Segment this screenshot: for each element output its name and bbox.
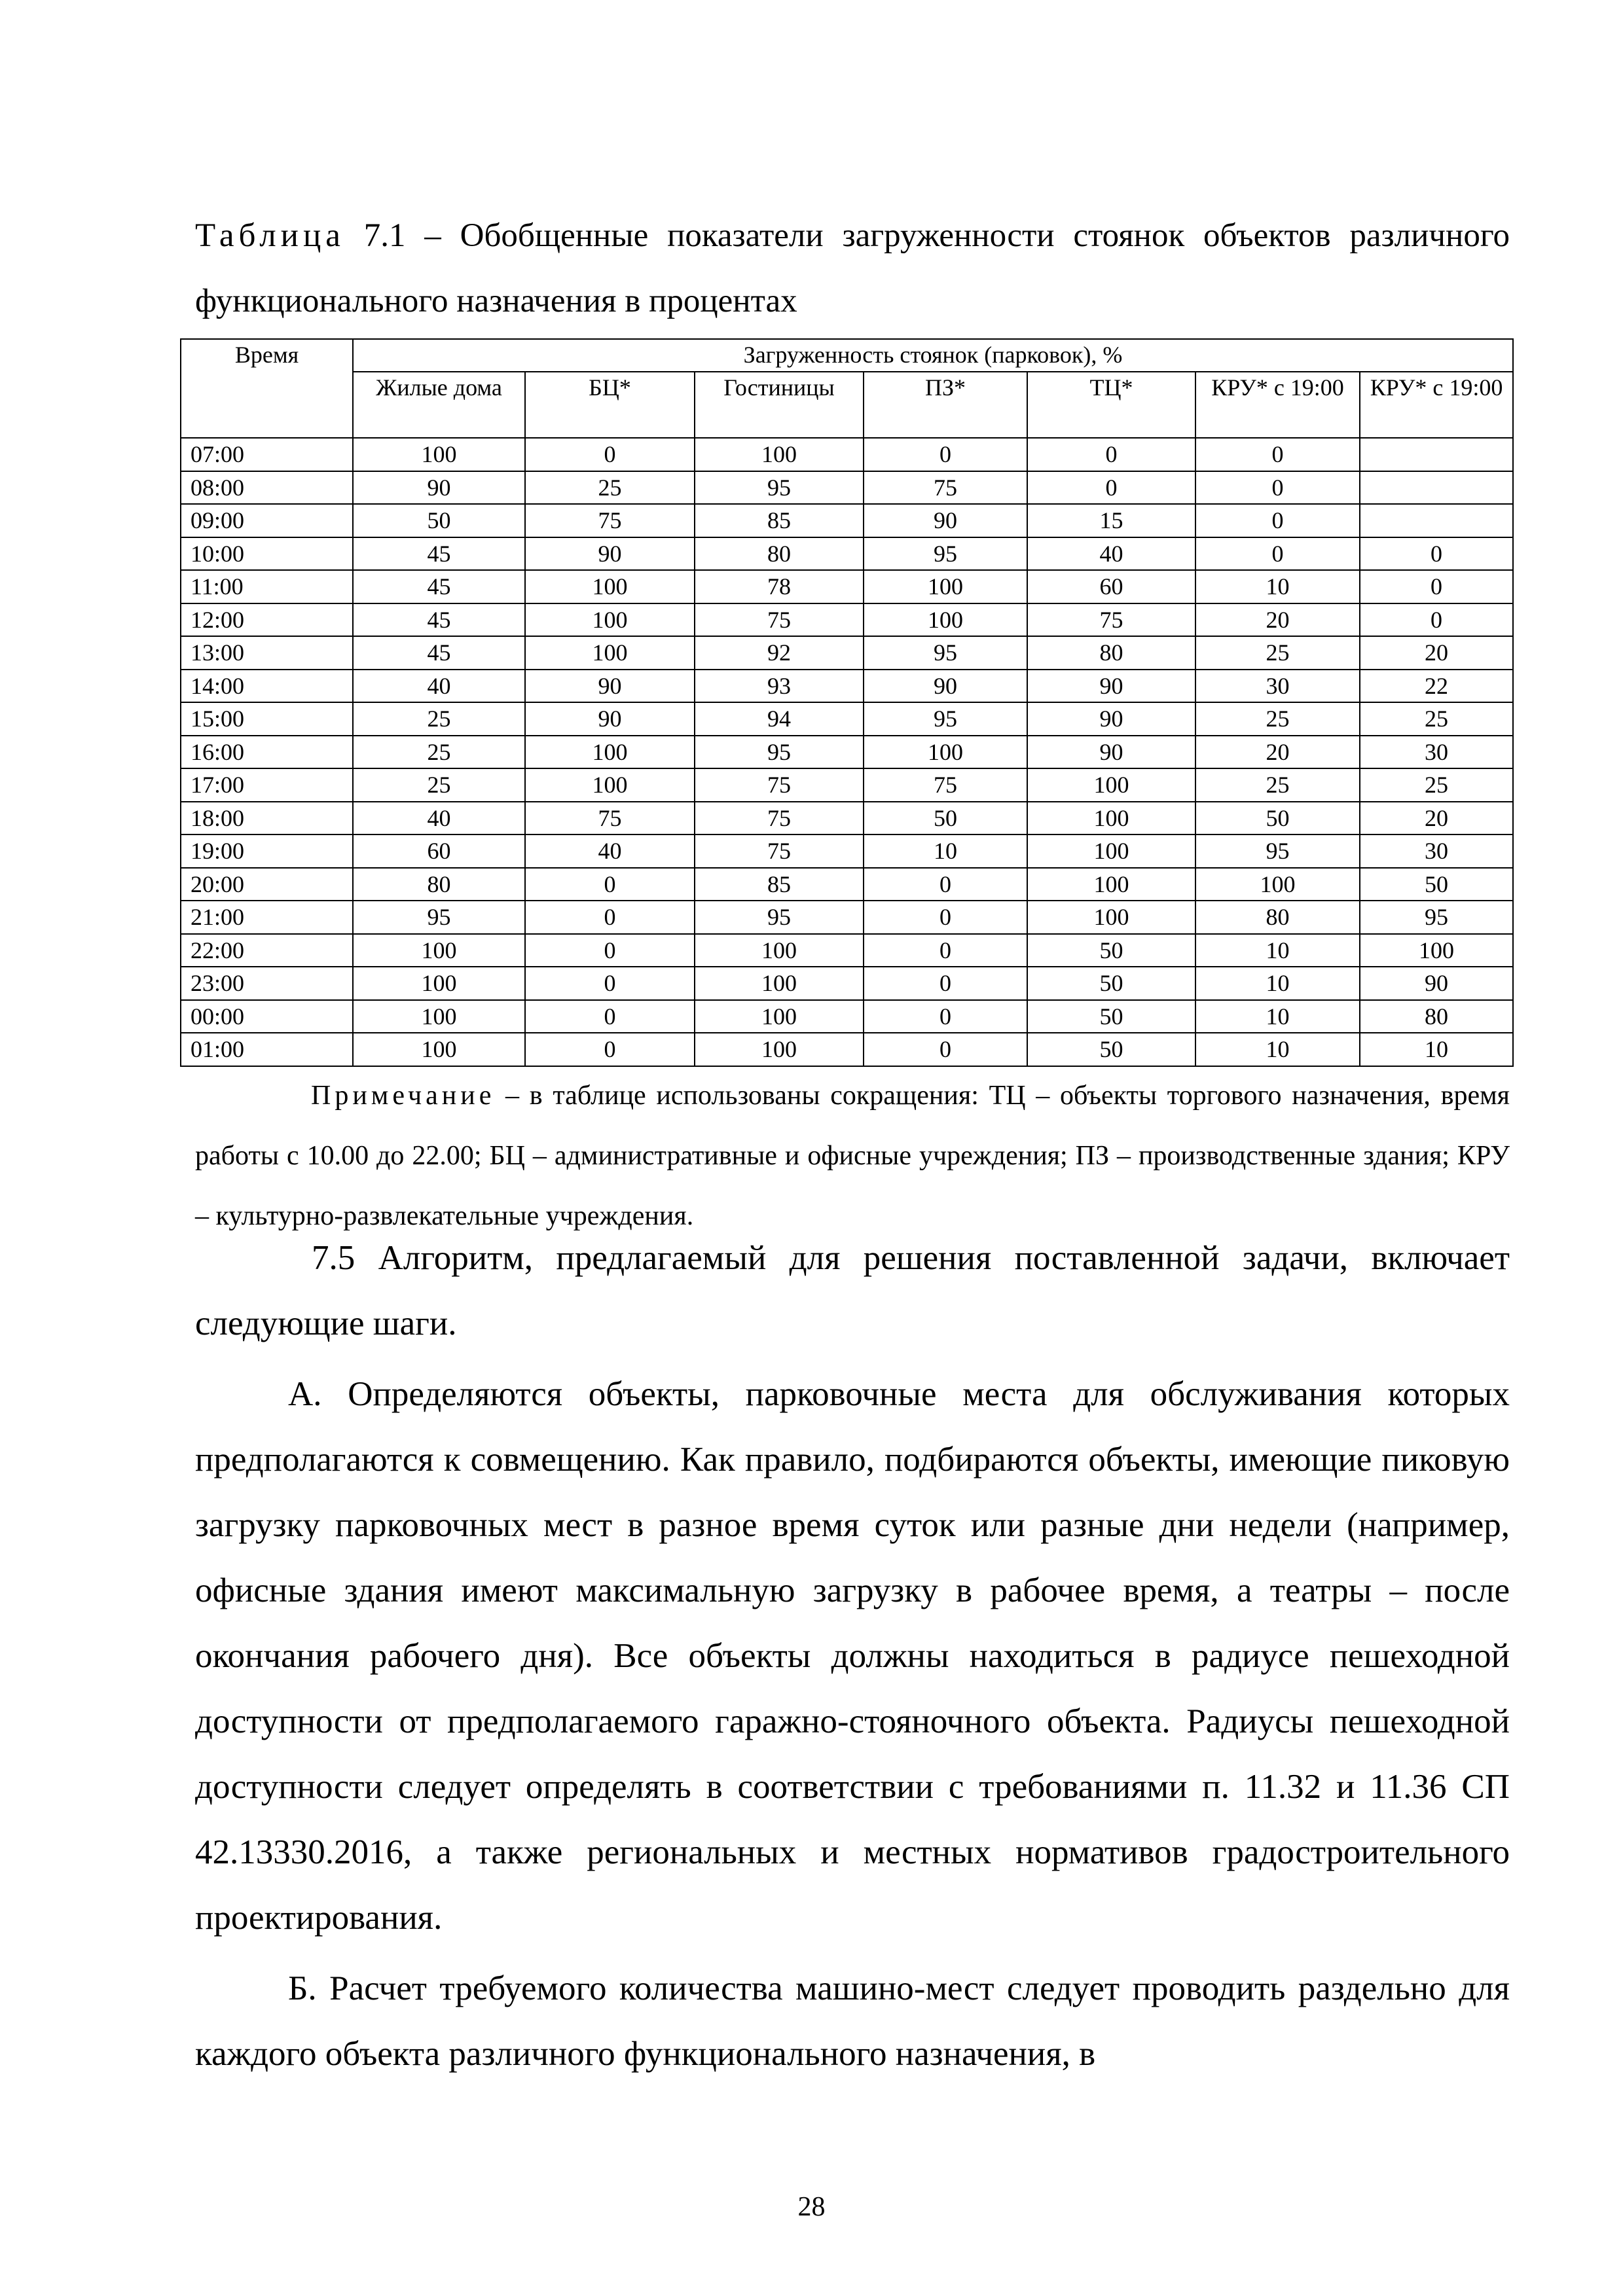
value-cell: 0 <box>864 868 1027 901</box>
value-cell: 30 <box>1195 670 1360 703</box>
value-cell: 0 <box>1360 570 1513 603</box>
value-cell: 100 <box>1027 768 1195 802</box>
value-cell: 40 <box>353 802 525 835</box>
value-cell: 0 <box>864 901 1027 934</box>
value-cell: 20 <box>1360 636 1513 670</box>
value-cell: 10 <box>1195 934 1360 967</box>
value-cell: 0 <box>525 967 695 1000</box>
value-cell: 10 <box>864 834 1027 868</box>
value-cell: 100 <box>525 570 695 603</box>
value-cell: 20 <box>1360 802 1513 835</box>
value-cell: 95 <box>695 736 864 769</box>
value-cell: 95 <box>353 901 525 934</box>
value-cell: 95 <box>864 636 1027 670</box>
value-cell: 0 <box>525 934 695 967</box>
table-row <box>181 471 1513 505</box>
value-cell: 0 <box>864 1033 1027 1066</box>
value-cell: 75 <box>695 603 864 637</box>
time-cell: 18:00 <box>181 802 353 835</box>
caption-text: 7.1 – Обобщенные показатели загруженности стоянок объектов различного функционального назначения в процентах <box>195 217 1510 319</box>
table-caption <box>195 203 1510 334</box>
value-cell: 0 <box>1027 471 1195 505</box>
paragraph-step-b: Б. Расчет требуемого количества машино-мест следует проводить раздельно для каждого объекта различного функционального назначения, в <box>195 1969 1510 2073</box>
table-row <box>181 802 1513 835</box>
time-cell: 01:00 <box>181 1033 353 1066</box>
value-cell: 75 <box>695 802 864 835</box>
table-row <box>181 967 1513 1000</box>
value-cell: 100 <box>864 570 1027 603</box>
time-cell: 12:00 <box>181 603 353 637</box>
value-cell: 100 <box>695 1000 864 1033</box>
value-cell: 0 <box>1027 438 1195 471</box>
value-cell: 100 <box>1027 834 1195 868</box>
value-cell: 25 <box>353 702 525 736</box>
body-text <box>195 1225 1510 2092</box>
table-row <box>181 834 1513 868</box>
note-label: Примечание <box>311 1081 496 1111</box>
value-cell: 30 <box>1360 834 1513 868</box>
time-cell: 22:00 <box>181 934 353 967</box>
table-row <box>181 901 1513 934</box>
table-row <box>181 636 1513 670</box>
value-cell: 100 <box>353 967 525 1000</box>
value-cell: 100 <box>1360 934 1513 967</box>
value-cell: 90 <box>864 670 1027 703</box>
caption-label: Таблица <box>195 217 345 254</box>
time-cell: 00:00 <box>181 1000 353 1033</box>
value-cell: 90 <box>1360 967 1513 1000</box>
value-cell: 60 <box>353 834 525 868</box>
value-cell: 25 <box>1360 702 1513 736</box>
value-cell: 90 <box>1027 736 1195 769</box>
value-cell: 0 <box>864 934 1027 967</box>
value-cell: 25 <box>353 768 525 802</box>
value-cell: 75 <box>864 471 1027 505</box>
group-header: Загруженность стоянок (парковок), % <box>353 339 1513 372</box>
column-header: БЦ* <box>525 372 695 438</box>
value-cell: 100 <box>695 934 864 967</box>
value-cell: 0 <box>1195 504 1360 537</box>
value-cell: 0 <box>1360 603 1513 637</box>
column-header: Гостиницы <box>695 372 864 438</box>
value-cell: 75 <box>525 802 695 835</box>
value-cell: 0 <box>864 438 1027 471</box>
value-cell: 0 <box>525 1000 695 1033</box>
table-row <box>181 768 1513 802</box>
table-note <box>195 1066 1510 1246</box>
value-cell: 45 <box>353 603 525 637</box>
table-row <box>181 570 1513 603</box>
value-cell: 80 <box>353 868 525 901</box>
time-cell: 21:00 <box>181 901 353 934</box>
time-cell: 09:00 <box>181 504 353 537</box>
value-cell: 95 <box>1360 901 1513 934</box>
note-text: – в таблице использованы сокращения: ТЦ – объекты торгового назначения, время работы с 10.00 до 22.00; БЦ – административные и офисные учреждения; ПЗ – производственные здания; КРУ – культурно-развлекательные учреждения. <box>195 1081 1510 1231</box>
value-cell: 45 <box>353 636 525 670</box>
page-number: 28 <box>797 2192 826 2222</box>
parking-load-table <box>180 338 1514 1067</box>
value-cell: 45 <box>353 537 525 571</box>
value-cell: 80 <box>695 537 864 571</box>
value-cell: 85 <box>695 504 864 537</box>
table-row <box>181 537 1513 571</box>
column-header: ТЦ* <box>1027 372 1195 438</box>
value-cell: 22 <box>1360 670 1513 703</box>
value-cell: 75 <box>695 768 864 802</box>
value-cell: 40 <box>353 670 525 703</box>
value-cell: 100 <box>1027 802 1195 835</box>
time-cell: 23:00 <box>181 967 353 1000</box>
value-cell: 100 <box>525 736 695 769</box>
value-cell: 100 <box>864 603 1027 637</box>
value-cell: 100 <box>525 768 695 802</box>
value-cell: 78 <box>695 570 864 603</box>
value-cell <box>1360 471 1513 505</box>
table-row <box>181 1000 1513 1033</box>
value-cell: 100 <box>353 1000 525 1033</box>
value-cell: 50 <box>1360 868 1513 901</box>
value-cell: 25 <box>1360 768 1513 802</box>
time-cell: 20:00 <box>181 868 353 901</box>
value-cell: 0 <box>864 1000 1027 1033</box>
value-cell: 95 <box>695 901 864 934</box>
value-cell: 25 <box>1195 768 1360 802</box>
value-cell: 50 <box>1027 1000 1195 1033</box>
table-row <box>181 438 1513 471</box>
time-cell: 16:00 <box>181 736 353 769</box>
value-cell: 60 <box>1027 570 1195 603</box>
column-header: Жилые дома <box>353 372 525 438</box>
value-cell: 93 <box>695 670 864 703</box>
time-cell: 14:00 <box>181 670 353 703</box>
value-cell: 90 <box>525 670 695 703</box>
table-row <box>181 736 1513 769</box>
value-cell: 95 <box>1195 834 1360 868</box>
column-header: ПЗ* <box>864 372 1027 438</box>
value-cell: 80 <box>1027 636 1195 670</box>
value-cell: 90 <box>525 537 695 571</box>
value-cell: 10 <box>1195 1000 1360 1033</box>
value-cell: 80 <box>1360 1000 1513 1033</box>
value-cell <box>1360 438 1513 471</box>
value-cell: 45 <box>353 570 525 603</box>
value-cell: 30 <box>1360 736 1513 769</box>
time-cell: 10:00 <box>181 537 353 571</box>
time-cell: 07:00 <box>181 438 353 471</box>
value-cell: 0 <box>1195 438 1360 471</box>
value-cell: 100 <box>1027 868 1195 901</box>
value-cell: 90 <box>353 471 525 505</box>
table-row <box>181 934 1513 967</box>
value-cell: 95 <box>864 537 1027 571</box>
value-cell: 0 <box>1195 471 1360 505</box>
value-cell: 50 <box>1027 934 1195 967</box>
time-cell: 11:00 <box>181 570 353 603</box>
value-cell: 50 <box>1027 1033 1195 1066</box>
value-cell: 0 <box>1195 537 1360 571</box>
table-row <box>181 603 1513 637</box>
value-cell: 95 <box>695 471 864 505</box>
table-row <box>181 670 1513 703</box>
value-cell: 100 <box>864 736 1027 769</box>
table-row <box>181 868 1513 901</box>
value-cell: 92 <box>695 636 864 670</box>
value-cell: 20 <box>1195 736 1360 769</box>
value-cell: 100 <box>1027 901 1195 934</box>
value-cell: 75 <box>525 504 695 537</box>
value-cell: 90 <box>1027 670 1195 703</box>
value-cell: 0 <box>864 967 1027 1000</box>
table-row <box>181 702 1513 736</box>
value-cell: 10 <box>1195 1033 1360 1066</box>
value-cell: 50 <box>1195 802 1360 835</box>
value-cell: 100 <box>695 1033 864 1066</box>
value-cell <box>1360 504 1513 537</box>
time-cell: 19:00 <box>181 834 353 868</box>
value-cell: 100 <box>695 967 864 1000</box>
value-cell: 95 <box>864 702 1027 736</box>
value-cell: 25 <box>1195 702 1360 736</box>
value-cell: 15 <box>1027 504 1195 537</box>
time-cell: 17:00 <box>181 768 353 802</box>
value-cell: 90 <box>864 504 1027 537</box>
time-header: Время <box>181 339 353 438</box>
value-cell: 85 <box>695 868 864 901</box>
value-cell: 0 <box>525 901 695 934</box>
value-cell: 75 <box>864 768 1027 802</box>
value-cell: 90 <box>525 702 695 736</box>
value-cell: 100 <box>353 1033 525 1066</box>
value-cell: 20 <box>1195 603 1360 637</box>
column-header: КРУ* с 19:00 <box>1195 372 1360 438</box>
value-cell: 100 <box>353 934 525 967</box>
value-cell: 100 <box>353 438 525 471</box>
table-row <box>181 504 1513 537</box>
value-cell: 10 <box>1360 1033 1513 1066</box>
value-cell: 0 <box>525 1033 695 1066</box>
value-cell: 0 <box>525 438 695 471</box>
paragraph-step-a: А. Определяются объекты, парковочные места для обслуживания которых предполагаются к совмещению. Как правило, подбираются объекты, имеющие пиковую загрузку парковочных мест в разное время суток или разные дни недели (например, офисные здания имеют максимальную загрузку в рабочее время, а театры – после окончания рабочего дня). Все объекты должны находиться в радиусе пешеходной доступности от предполагаемого гаражно-стояночного объекта. Радиусы пешеходной доступности следует определять в соответствии с требованиями п. 11.32 и 11.36 СП 42.13330.2016, а также региональных и местных нормативов градостроительного проектирования. <box>195 1375 1510 1937</box>
value-cell: 100 <box>525 636 695 670</box>
value-cell: 80 <box>1195 901 1360 934</box>
value-cell: 94 <box>695 702 864 736</box>
value-cell: 50 <box>864 802 1027 835</box>
value-cell: 50 <box>1027 967 1195 1000</box>
value-cell: 75 <box>695 834 864 868</box>
column-header: КРУ* с 19:00 <box>1360 372 1513 438</box>
table-row <box>181 1033 1513 1066</box>
value-cell: 10 <box>1195 967 1360 1000</box>
time-cell: 13:00 <box>181 636 353 670</box>
time-cell: 08:00 <box>181 471 353 505</box>
value-cell: 25 <box>1195 636 1360 670</box>
value-cell: 40 <box>1027 537 1195 571</box>
paragraph-algorithm: 7.5 Алгоритм, предлагаемый для решения поставленной задачи, включает следующие шаги. <box>195 1239 1510 1342</box>
value-cell: 100 <box>1195 868 1360 901</box>
value-cell: 10 <box>1195 570 1360 603</box>
value-cell: 50 <box>353 504 525 537</box>
value-cell: 25 <box>525 471 695 505</box>
value-cell: 25 <box>353 736 525 769</box>
time-cell: 15:00 <box>181 702 353 736</box>
value-cell: 100 <box>525 603 695 637</box>
value-cell: 0 <box>1360 537 1513 571</box>
value-cell: 90 <box>1027 702 1195 736</box>
value-cell: 100 <box>695 438 864 471</box>
value-cell: 75 <box>1027 603 1195 637</box>
value-cell: 0 <box>525 868 695 901</box>
value-cell: 40 <box>525 834 695 868</box>
